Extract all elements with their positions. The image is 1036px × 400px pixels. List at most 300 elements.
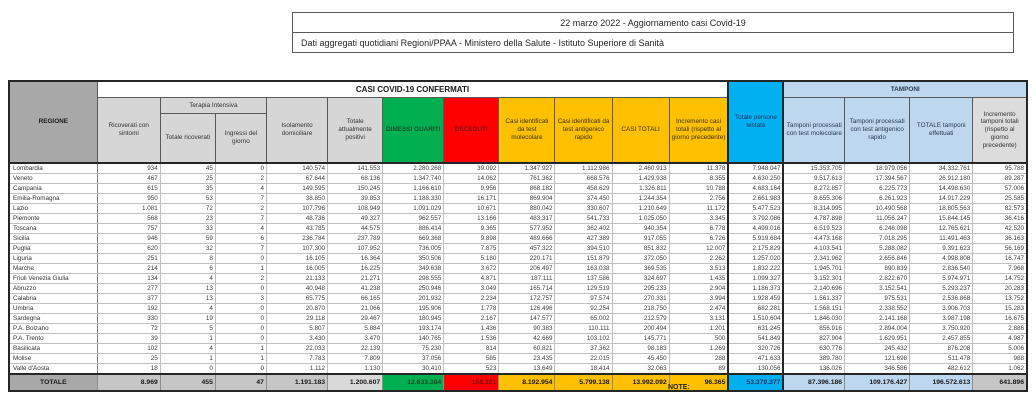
cell-terapia-intensiva-totale: 6: [160, 264, 215, 274]
cell-ricoverati-con-sintomi: 377: [97, 294, 160, 304]
cell-ricoverati-con-sintomi: 251: [97, 254, 160, 264]
cell-casi-test-antigenico: 137.586: [555, 274, 612, 284]
cell-casi-totali: 200.494: [612, 324, 669, 334]
cell-dimessi-guariti: 298.555: [383, 274, 444, 284]
cell-casi-test-antigenico: 37.362: [555, 344, 612, 354]
cell-totale-tamponi-effettuati: 26.912.180: [910, 174, 973, 184]
col-header-isolamento: Isolamento domiciliare: [266, 98, 327, 164]
table-row: [9, 344, 1027, 354]
region-name: Lombardia: [9, 163, 97, 174]
cell-isolamento-domiciliare: 140.574: [266, 163, 327, 174]
cell-incremento-tamponi-totali: 56.169: [973, 244, 1027, 254]
cell-ricoverati-con-sintomi: 25: [97, 354, 160, 364]
cell-tamponi-test-molecolare: 827.904: [783, 334, 844, 344]
cell-totale-attualmente-positivi: 39.853: [328, 194, 383, 204]
cell-casi-totali: 1.210.649: [612, 204, 669, 214]
totale-cell-terapia-intensiva-totale: 455: [160, 374, 215, 391]
cell-casi-totali: 369.535: [612, 264, 669, 274]
cell-totale-tamponi-effettuati: 2.457.855: [910, 334, 973, 344]
cell-deceduti: 1.778: [444, 304, 499, 314]
region-rows: [9, 163, 1027, 391]
col-header-incremento-casi: Incremento casi totali (rispetto al giorno precedente): [669, 98, 728, 164]
cell-casi-test-antigenico: 97.574: [555, 294, 612, 304]
group-header-terapia-intensiva: Terapia Intensiva: [160, 98, 266, 114]
cell-totale-attualmente-positivi: 108.949: [328, 204, 383, 214]
table-row: [9, 163, 1027, 174]
cell-tamponi-test-molecolare: 1.846.030: [783, 314, 844, 324]
cell-casi-totali: 1.244.354: [612, 194, 669, 204]
cell-casi-test-antigenico: 18.414: [555, 364, 612, 375]
cell-ricoverati-con-sintomi: 946: [97, 234, 160, 244]
cell-ricoverati-con-sintomi: 330: [97, 314, 160, 324]
cell-casi-test-antigenico: 394.510: [555, 244, 612, 254]
col-header-ricoverati: Ricoverati con sintomi: [97, 98, 160, 164]
col-header-ti-ingressi: Ingressi del giorno: [215, 114, 266, 164]
cell-dimessi-guariti: 962.557: [383, 214, 444, 224]
cell-ricoverati-con-sintomi: 467: [97, 174, 160, 184]
cell-totale-persone-testate: 682.281: [728, 304, 783, 314]
cell-totale-persone-testate: 1.257.020: [728, 254, 783, 264]
cell-totale-tamponi-effettuati: 12.765.621: [910, 224, 973, 234]
cell-dimessi-guariti: 250.946: [383, 284, 444, 294]
cell-ricoverati-con-sintomi: 950: [97, 194, 160, 204]
table-row: [9, 194, 1027, 204]
cell-dimessi-guariti: 736.005: [383, 244, 444, 254]
cell-incremento-tamponi-totali: 1.062: [973, 364, 1027, 375]
cell-ricoverati-con-sintomi: 192: [97, 304, 160, 314]
table-row: [9, 274, 1027, 284]
cell-terapia-intensiva-ingressi: 4: [215, 184, 266, 194]
cell-incremento-casi-totali: 1.269: [669, 344, 728, 354]
cell-tamponi-test-molecolare: 4.473.168: [783, 234, 844, 244]
cell-totale-tamponi-effettuati: 482.612: [910, 364, 973, 375]
totale-cell-totale-persone-testate: 53.379.377: [728, 374, 783, 391]
cell-dimessi-guariti: 37.056: [383, 354, 444, 364]
cell-tamponi-test-molecolare: 3.152.301: [783, 274, 844, 284]
cell-incremento-tamponi-totali: 4.987: [973, 334, 1027, 344]
cell-casi-totali: 45.450: [612, 354, 669, 364]
cell-tamponi-test-molecolare: 856.916: [783, 324, 844, 334]
cell-deceduti: 9.898: [444, 234, 499, 244]
cell-terapia-intensiva-totale: 13: [160, 284, 215, 294]
cell-casi-test-antigenico: 22.015: [555, 354, 612, 364]
cell-tamponi-test-antigenico: 2.822.670: [845, 274, 910, 284]
col-header-casi-antigenico: Casi identificati da test antigenico rapido: [555, 98, 612, 164]
cell-tamponi-test-antigenico: 3.152.541: [845, 284, 910, 294]
cell-totale-attualmente-positivi: 3.470: [328, 334, 383, 344]
col-header-tamponi-antigenico: Tamponi processati con test antigenico rapido: [845, 98, 910, 164]
cell-incremento-casi-totali: 3.994: [669, 294, 728, 304]
cell-incremento-tamponi-totali: 15.283: [973, 304, 1027, 314]
cell-casi-test-molecolare: 457.322: [499, 244, 555, 254]
totale-label: TOTALE: [9, 374, 97, 391]
cell-isolamento-domiciliare: 48.736: [266, 214, 327, 224]
cell-totale-attualmente-positivi: 107.952: [328, 244, 383, 254]
cell-terapia-intensiva-totale: 1: [160, 354, 215, 364]
cell-deceduti: 16.171: [444, 194, 499, 204]
cell-tamponi-test-antigenico: 2.894.004: [845, 324, 910, 334]
cell-dimessi-guariti: 140.765: [383, 334, 444, 344]
cell-terapia-intensiva-ingressi: 4: [215, 224, 266, 234]
cell-totale-attualmente-positivi: 49.327: [328, 214, 383, 224]
totale-row: [9, 374, 1027, 391]
note-label: NOTE:: [668, 384, 690, 391]
cell-casi-totali: 32.063: [612, 364, 669, 375]
cell-terapia-intensiva-totale: 4: [160, 344, 215, 354]
region-name: Sardegna: [9, 314, 97, 324]
cell-casi-test-molecolare: 147.577: [499, 314, 555, 324]
region-name: Campania: [9, 184, 97, 194]
cell-totale-tamponi-effettuati: 3.750.920: [910, 324, 973, 334]
cell-casi-test-antigenico: 330.607: [555, 204, 612, 214]
cell-casi-test-molecolare: 489.666: [499, 234, 555, 244]
cell-casi-test-molecolare: 172.757: [499, 294, 555, 304]
region-name: Abruzzo: [9, 284, 97, 294]
cell-totale-tamponi-effettuati: 5.974.971: [910, 274, 973, 284]
cell-tamponi-test-molecolare: 8.314.995: [783, 204, 844, 214]
table-row: [9, 304, 1027, 314]
cell-deceduti: 39.092: [444, 163, 499, 174]
cell-isolamento-domiciliare: 149.595: [266, 184, 327, 194]
title-box: [292, 12, 1014, 53]
cell-terapia-intensiva-totale: 0: [160, 364, 215, 375]
cell-incremento-tamponi-totali: 36.163: [973, 234, 1027, 244]
cell-totale-attualmente-positivi: 21.066: [328, 304, 383, 314]
cell-totale-attualmente-positivi: 68.136: [328, 174, 383, 184]
cell-terapia-intensiva-totale: 59: [160, 234, 215, 244]
table-row: [9, 364, 1027, 375]
cell-totale-tamponi-effettuati: 876.208: [910, 344, 973, 354]
cell-totale-persone-testate: 5.477.523: [728, 204, 783, 214]
table-row: [9, 314, 1027, 324]
cell-incremento-tamponi-totali: 82.573: [973, 204, 1027, 214]
cell-tamponi-test-antigenico: 11.056.247: [845, 214, 910, 224]
cell-tamponi-test-antigenico: 17.394.567: [845, 174, 910, 184]
cell-totale-attualmente-positivi: 237.789: [328, 234, 383, 244]
cell-tamponi-test-antigenico: 6.225.773: [845, 184, 910, 194]
table-row: [9, 294, 1027, 304]
cell-deceduti: 2.234: [444, 294, 499, 304]
totale-cell-isolamento-domiciliare: 1.191.183: [266, 374, 327, 391]
col-header-tamponi-molecolare: Tamponi processati con test molecolare: [783, 98, 844, 164]
cell-casi-totali: 917.055: [612, 234, 669, 244]
cell-totale-tamponi-effettuati: 15.844.145: [910, 214, 973, 224]
cell-casi-test-molecolare: 187.111: [499, 274, 555, 284]
cell-incremento-casi-totali: 12.007: [669, 244, 728, 254]
cell-casi-test-molecolare: 206.497: [499, 264, 555, 274]
cell-dimessi-guariti: 1.166.610: [383, 184, 444, 194]
cell-totale-attualmente-positivi: 29.467: [328, 314, 383, 324]
cell-terapia-intensiva-ingressi: 2: [215, 274, 266, 284]
cell-casi-totali: 324.697: [612, 274, 669, 284]
cell-totale-persone-testate: 631.245: [728, 324, 783, 334]
totale-cell-tamponi-test-molecolare: 87.396.186: [783, 374, 844, 391]
cell-totale-persone-testate: 1.099.327: [728, 274, 783, 284]
table-row: [9, 214, 1027, 224]
cell-casi-test-antigenico: 129.519: [555, 284, 612, 294]
cell-totale-persone-testate: 2.661.983: [728, 194, 783, 204]
cell-incremento-tamponi-totali: 16.747: [973, 254, 1027, 264]
cell-casi-test-antigenico: 103.102: [555, 334, 612, 344]
cell-casi-test-molecolare: 220.171: [499, 254, 555, 264]
cell-tamponi-test-antigenico: 6.246.098: [845, 224, 910, 234]
totale-cell-totale-tamponi-effettuati: 196.572.613: [910, 374, 973, 391]
table-row: [9, 204, 1027, 214]
cell-deceduti: 3.672: [444, 264, 499, 274]
cell-tamponi-test-molecolare: 8.272.857: [783, 184, 844, 194]
cell-terapia-intensiva-totale: 53: [160, 194, 215, 204]
totale-cell-casi-test-molecolare: 8.192.954: [499, 374, 555, 391]
cell-terapia-intensiva-ingressi: 7: [215, 244, 266, 254]
cell-incremento-tamponi-totali: 13.752: [973, 294, 1027, 304]
cell-tamponi-test-molecolare: 8.655.306: [783, 194, 844, 204]
cell-terapia-intensiva-totale: 25: [160, 174, 215, 184]
cell-terapia-intensiva-totale: 4: [160, 274, 215, 284]
cell-isolamento-domiciliare: 16.105: [266, 254, 327, 264]
totale-cell-tamponi-test-antigenico: 109.176.427: [845, 374, 910, 391]
cell-isolamento-domiciliare: 16.005: [266, 264, 327, 274]
cell-tamponi-test-molecolare: 389.780: [783, 354, 844, 364]
cell-casi-test-antigenico: 163.038: [555, 264, 612, 274]
cell-deceduti: 9.956: [444, 184, 499, 194]
cell-casi-test-molecolare: 577.952: [499, 224, 555, 234]
cell-totale-attualmente-positivi: 141.553: [328, 163, 383, 174]
table-row: [9, 284, 1027, 294]
cell-casi-test-antigenico: 362.402: [555, 224, 612, 234]
cell-casi-totali: 1.025.050: [612, 214, 669, 224]
cell-tamponi-test-molecolare: 2.341.962: [783, 254, 844, 264]
group-header-casi-confermati: CASI COVID-19 CONFERMATI: [97, 81, 728, 98]
cell-incremento-tamponi-totali: 2.886: [973, 324, 1027, 334]
table-header: [9, 81, 1027, 163]
cell-dimessi-guariti: 30.410: [383, 364, 444, 375]
cell-totale-attualmente-positivi: 5.884: [328, 324, 383, 334]
region-name: Sicilia: [9, 234, 97, 244]
cell-incremento-casi-totali: 2.474: [669, 304, 728, 314]
cell-totale-persone-testate: 3.792.086: [728, 214, 783, 224]
cell-casi-totali: 940.354: [612, 224, 669, 234]
cell-totale-tamponi-effettuati: 4.998.808: [910, 254, 973, 264]
cell-tamponi-test-antigenico: 121.698: [845, 354, 910, 364]
col-header-dimessi-guariti: DIMESSI GUARITI: [383, 98, 444, 164]
cell-ricoverati-con-sintomi: 102: [97, 344, 160, 354]
cell-dimessi-guariti: 349.638: [383, 264, 444, 274]
cell-terapia-intensiva-ingressi: 0: [215, 163, 266, 174]
cell-totale-attualmente-positivi: 1.130: [328, 364, 383, 375]
cell-totale-persone-testate: 4.630.250: [728, 174, 783, 184]
cell-totale-attualmente-positivi: 16.364: [328, 254, 383, 264]
cell-terapia-intensiva-totale: 4: [160, 304, 215, 314]
cell-terapia-intensiva-ingressi: 2: [215, 174, 266, 184]
cell-incremento-tamponi-totali: 16.675: [973, 314, 1027, 324]
cell-isolamento-domiciliare: 20.870: [266, 304, 327, 314]
cell-terapia-intensiva-totale: 23: [160, 214, 215, 224]
cell-totale-tamponi-effettuati: 2.836.540: [910, 264, 973, 274]
cell-incremento-casi-totali: 2.904: [669, 284, 728, 294]
cell-casi-test-antigenico: 541.733: [555, 214, 612, 224]
totale-cell-casi-totali: 13.992.092: [612, 374, 669, 391]
cell-tamponi-test-antigenico: 10.490.568: [845, 204, 910, 214]
cell-incremento-tamponi-totali: 5.006: [973, 344, 1027, 354]
cell-totale-persone-testate: 1.832.222: [728, 264, 783, 274]
region-name: Umbria: [9, 304, 97, 314]
region-name: Calabria: [9, 294, 97, 304]
col-header-tamponi-totale: TOTALE tamponi effettuati: [910, 98, 973, 164]
cell-ricoverati-con-sintomi: 134: [97, 274, 160, 284]
cell-casi-test-antigenico: 65.002: [555, 314, 612, 324]
cell-terapia-intensiva-ingressi: 0: [215, 334, 266, 344]
cell-dimessi-guariti: 1.188.330: [383, 194, 444, 204]
cell-deceduti: 13.166: [444, 214, 499, 224]
cell-casi-totali: 270.331: [612, 294, 669, 304]
cell-dimessi-guariti: 2.280.268: [383, 163, 444, 174]
cell-terapia-intensiva-totale: 8: [160, 254, 215, 264]
region-name: Marche: [9, 264, 97, 274]
cell-incremento-casi-totali: 2.262: [669, 254, 728, 264]
cell-terapia-intensiva-ingressi: 0: [215, 364, 266, 375]
cell-totale-tamponi-effettuati: 3.987.198: [910, 314, 973, 324]
cell-totale-attualmente-positivi: 7.809: [328, 354, 383, 364]
cell-totale-attualmente-positivi: 66.165: [328, 294, 383, 304]
cell-casi-test-molecolare: 1.347.927: [499, 163, 555, 174]
cell-dimessi-guariti: 1.091.029: [383, 204, 444, 214]
cell-isolamento-domiciliare: 65.775: [266, 294, 327, 304]
cell-casi-totali: 1.429.938: [612, 174, 669, 184]
cell-incremento-casi-totali: 3.345: [669, 214, 728, 224]
cell-totale-tamponi-effettuati: 14.498.630: [910, 184, 973, 194]
cell-terapia-intensiva-ingressi: 0: [215, 314, 266, 324]
cell-dimessi-guariti: 201.932: [383, 294, 444, 304]
region-name: Emilia-Romagna: [9, 194, 97, 204]
cell-totale-tamponi-effettuati: 14.917.229: [910, 194, 973, 204]
region-name: Molise: [9, 354, 97, 364]
cell-terapia-intensiva-totale: 72: [160, 204, 215, 214]
cell-casi-totali: 98.183: [612, 344, 669, 354]
cell-casi-test-molecolare: 868.182: [499, 184, 555, 194]
cell-terapia-intensiva-ingressi: 1: [215, 344, 266, 354]
cell-terapia-intensiva-ingressi: 1: [215, 264, 266, 274]
cell-casi-test-molecolare: 13.649: [499, 364, 555, 375]
cell-incremento-casi-totali: 3.131: [669, 314, 728, 324]
cell-incremento-casi-totali: 10.788: [669, 184, 728, 194]
cell-incremento-tamponi-totali: 36.416: [973, 214, 1027, 224]
cell-isolamento-domiciliare: 29.118: [266, 314, 327, 324]
cell-casi-totali: 2.460.913: [612, 163, 669, 174]
cell-incremento-casi-totali: 3.513: [669, 264, 728, 274]
region-name: Veneto: [9, 174, 97, 184]
cell-isolamento-domiciliare: 40.948: [266, 284, 327, 294]
cell-terapia-intensiva-totale: 5: [160, 324, 215, 334]
cell-totale-attualmente-positivi: 16.225: [328, 264, 383, 274]
cell-casi-totali: 212.579: [612, 314, 669, 324]
cell-isolamento-domiciliare: 43.785: [266, 224, 327, 234]
cell-ricoverati-con-sintomi: 72: [97, 324, 160, 334]
cell-incremento-casi-totali: 1.201: [669, 324, 728, 334]
table-row: [9, 354, 1027, 364]
cell-casi-test-molecolare: 42.669: [499, 334, 555, 344]
totale-cell-dimessi-guariti: 12.633.384: [383, 374, 444, 391]
cell-isolamento-domiciliare: 236.784: [266, 234, 327, 244]
cell-totale-tamponi-effettuati: 34.332.761: [910, 163, 973, 174]
cell-isolamento-domiciliare: 3.430: [266, 334, 327, 344]
cell-totale-persone-testate: 471.633: [728, 354, 783, 364]
col-header-persone-testate: Totale persone testate: [728, 81, 783, 163]
cell-incremento-casi-totali: 11.172: [669, 204, 728, 214]
cell-isolamento-domiciliare: 38.850: [266, 194, 327, 204]
cell-totale-attualmente-positivi: 44.575: [328, 224, 383, 234]
cell-dimessi-guariti: 195.906: [383, 304, 444, 314]
cell-tamponi-test-antigenico: 5.288.082: [845, 244, 910, 254]
cell-deceduti: 4.871: [444, 274, 499, 284]
cell-incremento-tamponi-totali: 20.283: [973, 284, 1027, 294]
cell-casi-totali: 1.326.811: [612, 184, 669, 194]
cell-casi-totali: 851.832: [612, 244, 669, 254]
cell-deceduti: 1.436: [444, 324, 499, 334]
cell-ricoverati-con-sintomi: 620: [97, 244, 160, 254]
cell-totale-persone-testate: 4.499.016: [728, 224, 783, 234]
cell-totale-persone-testate: 1.510.604: [728, 314, 783, 324]
totale-cell-deceduti: 158.101: [444, 374, 499, 391]
cell-incremento-casi-totali: 288: [669, 354, 728, 364]
cell-incremento-tamponi-totali: 42.520: [973, 224, 1027, 234]
cell-dimessi-guariti: 669.368: [383, 234, 444, 244]
cell-ricoverati-con-sintomi: 568: [97, 214, 160, 224]
cell-tamponi-test-molecolare: 4.103.541: [783, 244, 844, 254]
cell-incremento-tamponi-totali: 57.006: [973, 184, 1027, 194]
cell-dimessi-guariti: 1.347.740: [383, 174, 444, 184]
region-name: Toscana: [9, 224, 97, 234]
cell-casi-test-antigenico: 668.576: [555, 174, 612, 184]
table-row: [9, 234, 1027, 244]
cell-dimessi-guariti: 180.945: [383, 314, 444, 324]
cell-totale-attualmente-positivi: 22.139: [328, 344, 383, 354]
table-row: [9, 264, 1027, 274]
cell-isolamento-domiciliare: 67.644: [266, 174, 327, 184]
cell-ricoverati-con-sintomi: 757: [97, 224, 160, 234]
cell-totale-tamponi-effettuati: 11.491.463: [910, 234, 973, 244]
cell-terapia-intensiva-totale: 1: [160, 334, 215, 344]
cell-deceduti: 814: [444, 344, 499, 354]
cell-casi-test-antigenico: 1.112.986: [555, 163, 612, 174]
cell-terapia-intensiva-totale: 13: [160, 294, 215, 304]
cell-totale-persone-testate: 7.948.047: [728, 163, 783, 174]
cell-tamponi-test-molecolare: 9.517.613: [783, 174, 844, 184]
cell-dimessi-guariti: 193.174: [383, 324, 444, 334]
cell-totale-tamponi-effettuati: 3.906.703: [910, 304, 973, 314]
cell-casi-test-molecolare: 60.821: [499, 344, 555, 354]
col-header-regione: REGIONE: [9, 81, 97, 163]
cell-tamponi-test-molecolare: 2.140.696: [783, 284, 844, 294]
cell-isolamento-domiciliare: 107.796: [266, 204, 327, 214]
cell-terapia-intensiva-ingressi: 0: [215, 284, 266, 294]
cell-incremento-tamponi-totali: 988: [973, 354, 1027, 364]
cell-ricoverati-con-sintomi: 277: [97, 284, 160, 294]
cell-casi-test-antigenico: 151.879: [555, 254, 612, 264]
totale-cell-incremento-casi-totali: 96.365: [669, 374, 728, 391]
cell-tamponi-test-antigenico: 6.261.923: [845, 194, 910, 204]
cell-totale-persone-testate: 2.175.829: [728, 244, 783, 254]
cell-totale-tamponi-effettuati: 18.805.563: [910, 204, 973, 214]
cell-casi-test-molecolare: 165.714: [499, 284, 555, 294]
cell-tamponi-test-antigenico: 2.338.552: [845, 304, 910, 314]
cell-deceduti: 2.167: [444, 314, 499, 324]
cell-terapia-intensiva-ingressi: 0: [215, 304, 266, 314]
cell-deceduti: 5.180: [444, 254, 499, 264]
cell-casi-test-molecolare: 23.435: [499, 354, 555, 364]
cell-terapia-intensiva-totale: 32: [160, 244, 215, 254]
cell-terapia-intensiva-ingressi: 3: [215, 294, 266, 304]
cell-totale-persone-testate: 541.849: [728, 334, 783, 344]
